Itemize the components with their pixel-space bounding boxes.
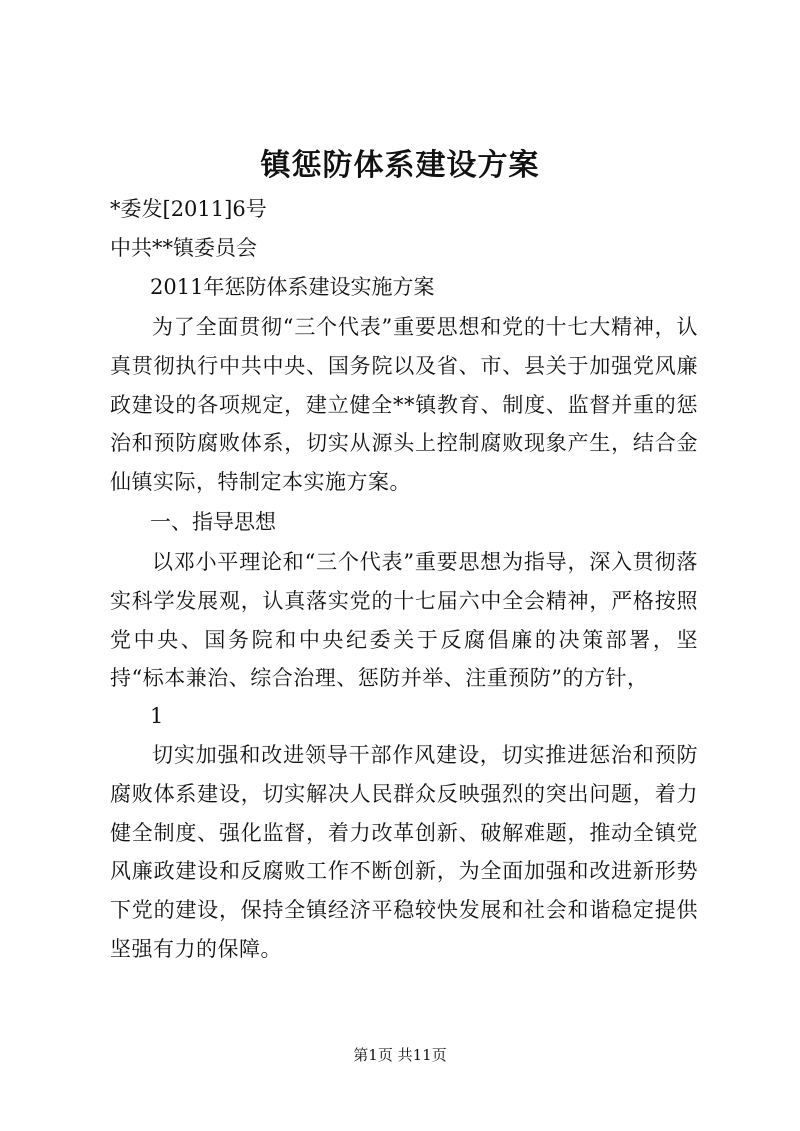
section-heading-guiding-thought: 一、指导思想 [150, 510, 276, 534]
document-title: 镇惩防体系建设方案 [260, 148, 540, 183]
page-footer: 第1页 共11页 [353, 1046, 447, 1064]
paragraph-intro: 为了全面贯彻“三个代表”重要思想和党的十七大精神，认真贯彻执行中共中央、国务院以及省、市、县关于加强党风廉政建设的各项规定，建立健全**镇教育、制度、监督并重的惩治和预防腐败体系，切实从源头上控制腐败现象产生，结合金仙镇实际，特制定本实施方案。 [110, 315, 698, 495]
inline-page-number: 1 [150, 704, 164, 728]
issuer: 中共**镇委员会 [110, 236, 257, 260]
doc-number: *委发[2011]6号 [110, 197, 267, 221]
document-subtitle: 2011年惩防体系建设实施方案 [150, 275, 435, 299]
paragraph-guiding-thought: 以邓小平理论和“三个代表”重要思想为指导，深入贯彻落实科学发展观，认真落实党的十七届六中全会精神，严格按照党中央、国务院和中央纪委关于反腐倡廉的决策部署，坚持“标本兼治、综合治理、惩防并举、注重预防”的方针， [110, 550, 698, 691]
paragraph-continuation: 切实加强和改进领导干部作风建设，切实推进惩治和预防腐败体系建设，切实解决人民群众反映强烈的突出问题，着力健全制度、强化监督，着力改革创新、破解难题，推动全镇党风廉政建设和反腐败工作不断创新，为全面加强和改进新形势下党的建设，保持全镇经济平稳较快发展和社会和谐稳定提供坚强有力的保障。 [110, 743, 698, 961]
